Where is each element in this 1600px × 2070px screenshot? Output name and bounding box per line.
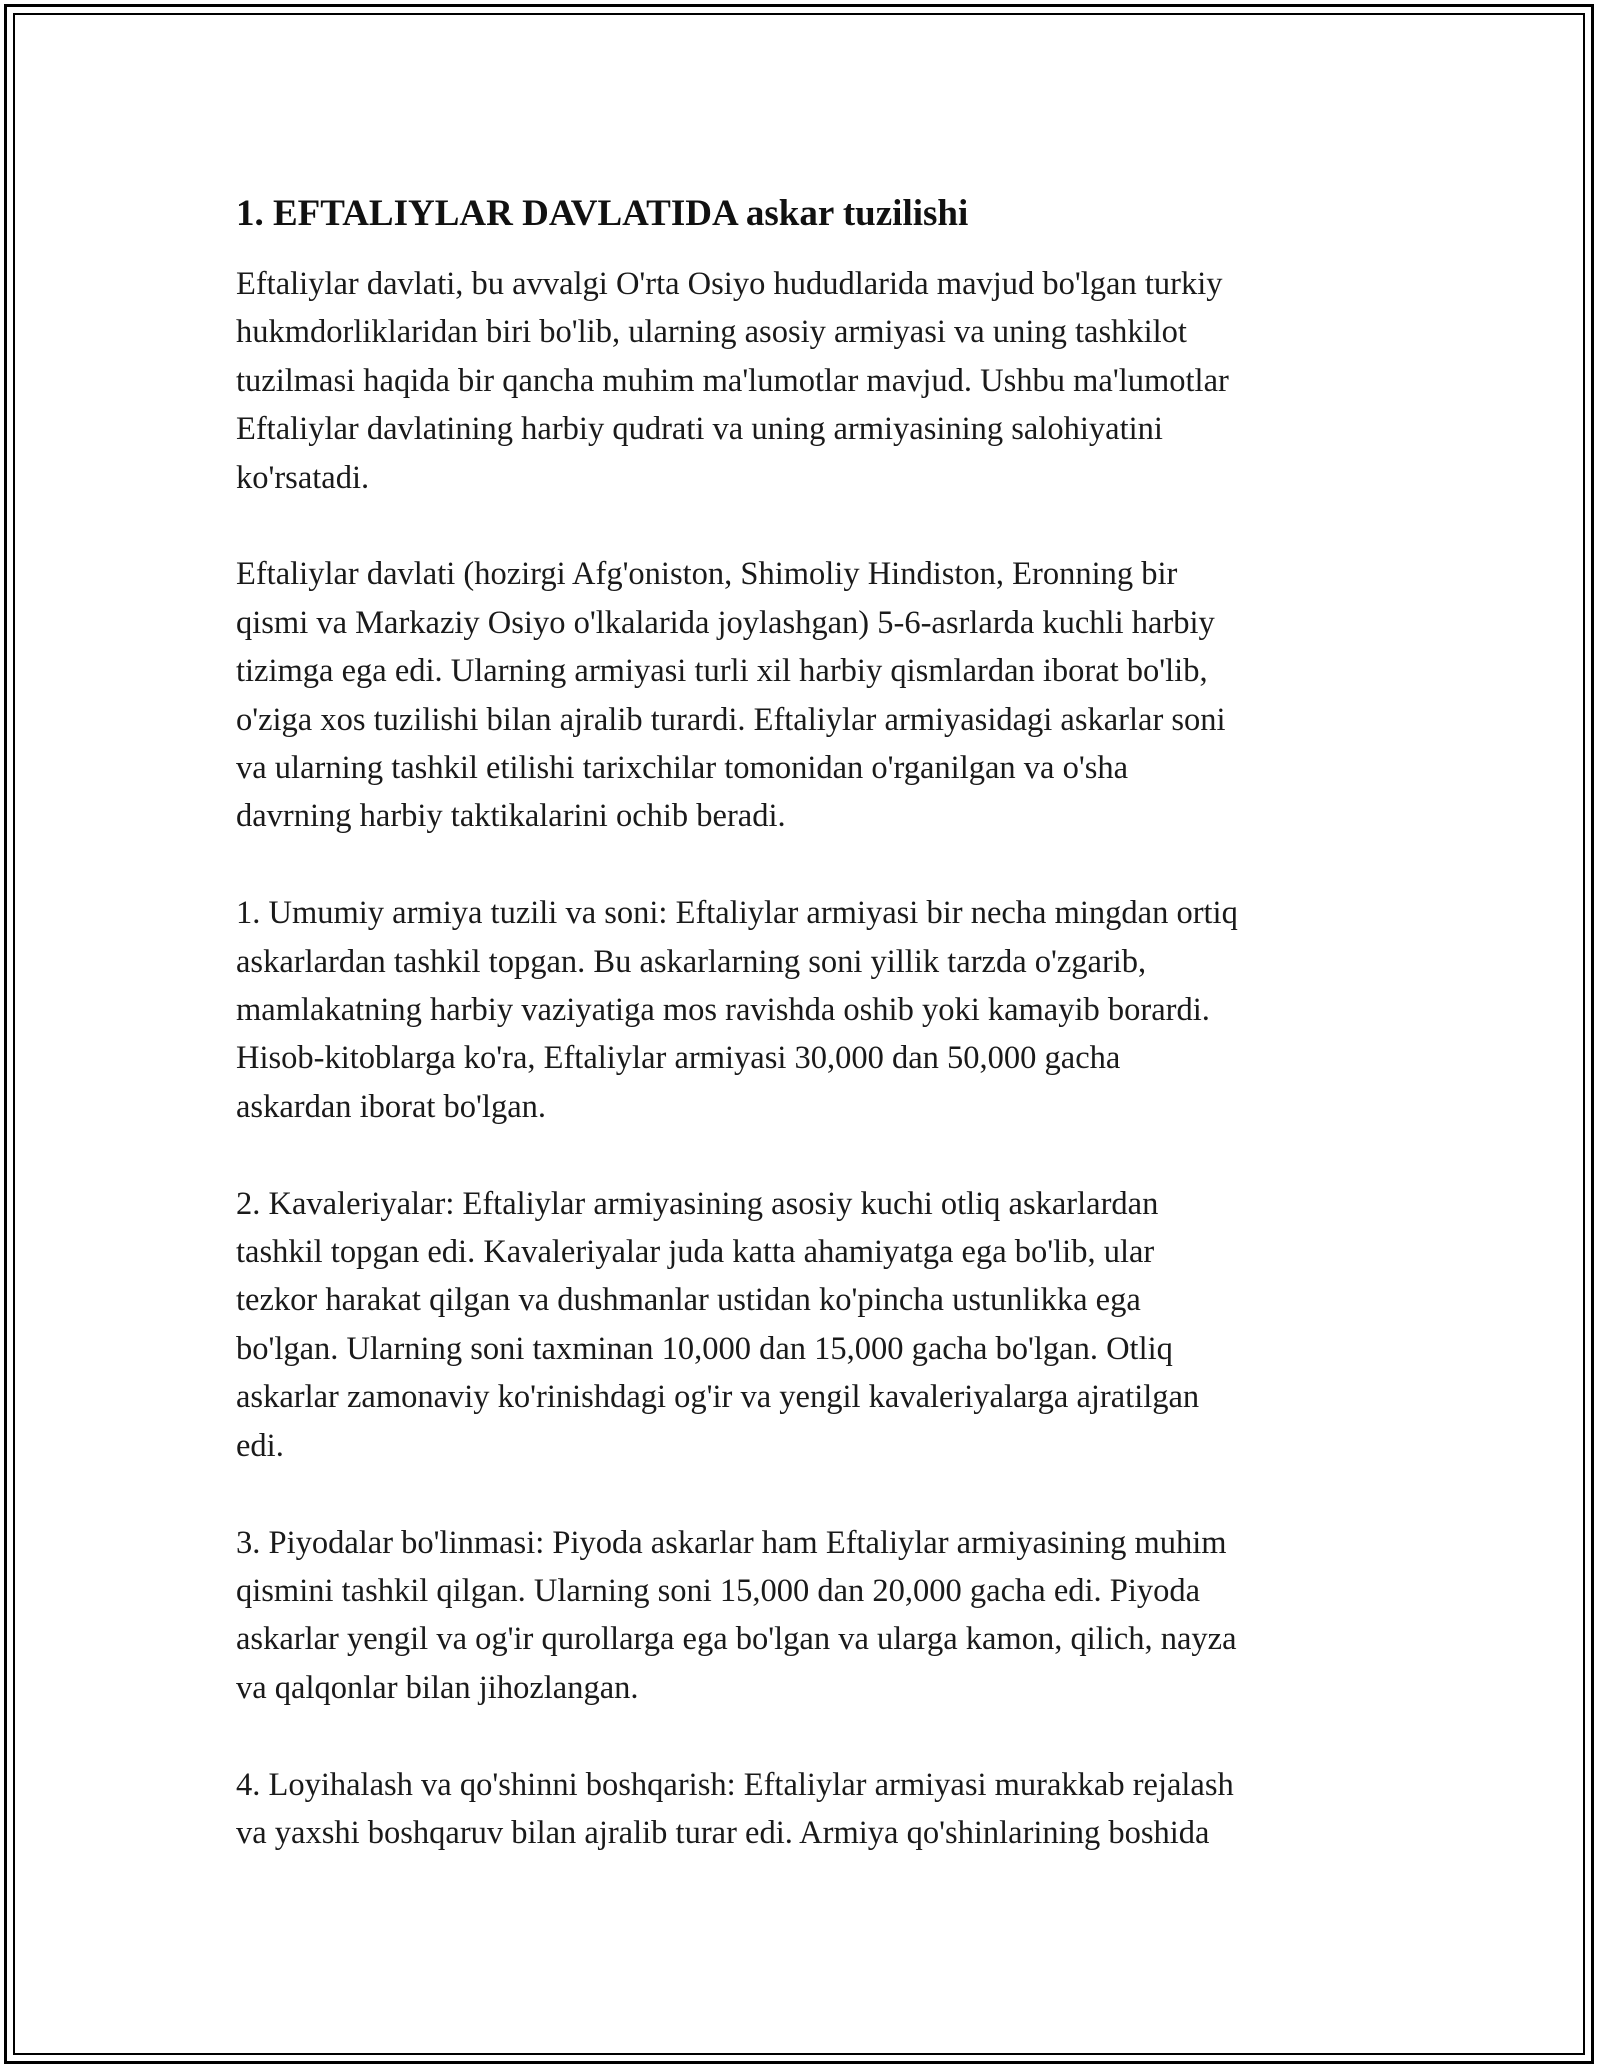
text-line: mamlakatning harbiy vaziyatiga mos ravishda oshib yoki kamayib borardi. bbox=[236, 992, 1210, 1029]
text-line: askarlar yengil va og'ir qurollarga ega bo'lgan va ularga kamon, qilich, nayza bbox=[236, 1621, 1237, 1658]
text-line: Hisob-kitoblarga ko'ra, Eftaliylar armiyasi 30,000 dan 50,000 gacha bbox=[236, 1040, 1121, 1077]
text-line: ko'rsatadi. bbox=[236, 459, 370, 496]
text-line: tuzilmasi haqida bir qancha muhim ma'lumotlar mavjud. Ushbu ma'lumotlar bbox=[236, 362, 1229, 399]
text-line: va ularning tashkil etilishi tarixchilar tomonidan o'rganilgan va o'sha bbox=[236, 750, 1129, 787]
text-line: tashkil topgan edi. Kavaleriyalar juda katta ahamiyatga ega bo'lib, ular bbox=[236, 1234, 1155, 1271]
text-line: 1. Umumiy armiya tuzili va soni: Eftaliylar armiyasi bir necha mingdan ortiq bbox=[236, 895, 1238, 932]
text-line: 4. Loyihalash va qo'shinni boshqarish: Eftaliylar armiyasi murakkab rejalash bbox=[236, 1766, 1234, 1803]
text-line: tizimga ega edi. Ularning armiyasi turli xil harbiy qismlardan iborat bo'lib, bbox=[236, 653, 1208, 690]
paragraph-command bbox=[236, 1761, 1396, 1858]
text-line: 3. Piyodalar bo'linmasi: Piyoda askarlar ham Eftaliylar armiyasining muhim bbox=[236, 1524, 1227, 1561]
paragraph-infantry bbox=[236, 1519, 1396, 1713]
document-title: 1. EFTALIYLAR DAVLATIDA askar tuzilishi bbox=[236, 193, 969, 234]
text-line: 2. Kavaleriyalar: Eftaliylar armiyasining asosiy kuchi otliq askarlardan bbox=[236, 1185, 1159, 1222]
text-line: va qalqonlar bilan jihozlangan. bbox=[236, 1669, 639, 1706]
paragraph-intro bbox=[236, 260, 1396, 502]
document-body bbox=[236, 188, 1396, 1906]
paragraph-army-size bbox=[236, 889, 1396, 1131]
text-line: Eftaliylar davlati, bu avvalgi O'rta Osiyo hududlarida mavjud bo'lgan turkiy bbox=[236, 266, 1223, 302]
text-line: Eftaliylar davlatining harbiy qudrati va uning armiyasining salohiyatini bbox=[236, 411, 1163, 448]
text-line: va yaxshi boshqaruv bilan ajralib turar edi. Armiya qo'shinlarining boshida bbox=[236, 1814, 1210, 1851]
text-line: bo'lgan. Ularning soni taxminan 10,000 dan 15,000 gacha bo'lgan. Otliq bbox=[236, 1330, 1173, 1367]
text-line: askarlar zamonaviy ko'rinishdagi og'ir va yengil kavaleriyalarga ajratilgan bbox=[236, 1379, 1200, 1416]
text-line: askarlardan tashkil topgan. Bu askarlarning soni yillik tarzda o'zgarib, bbox=[236, 943, 1147, 980]
text-line: davrning harbiy taktikalarini ochib beradi. bbox=[236, 798, 786, 835]
text-line: qismini tashkil qilgan. Ularning soni 15,000 dan 20,000 gacha edi. Piyoda bbox=[236, 1572, 1201, 1609]
text-line: o'ziga xos tuzilishi bilan ajralib turardi. Eftaliylar armiyasidagi askarlar soni bbox=[236, 701, 1226, 738]
text-line: Eftaliylar davlati (hozirgi Afg'oniston, Shimoliy Hindiston, Eronning bir bbox=[236, 556, 1178, 593]
text-line: edi. bbox=[236, 1427, 284, 1464]
text-line: askardan iborat bo'lgan. bbox=[236, 1088, 546, 1125]
text-line: tezkor harakat qilgan va dushmanlar ustidan ko'pincha ustunlikka ega bbox=[236, 1282, 1141, 1319]
paragraph-cavalry bbox=[236, 1180, 1396, 1470]
text-line: qismi va Markaziy Osiyo o'lkalarida joylashgan) 5-6-asrlarda kuchli harbiy bbox=[236, 604, 1215, 641]
text-line: hukmdorliklaridan biri bo'lib, ularning asosiy armiyasi va uning tashkilot bbox=[236, 314, 1187, 351]
paragraph-geography bbox=[236, 550, 1396, 840]
